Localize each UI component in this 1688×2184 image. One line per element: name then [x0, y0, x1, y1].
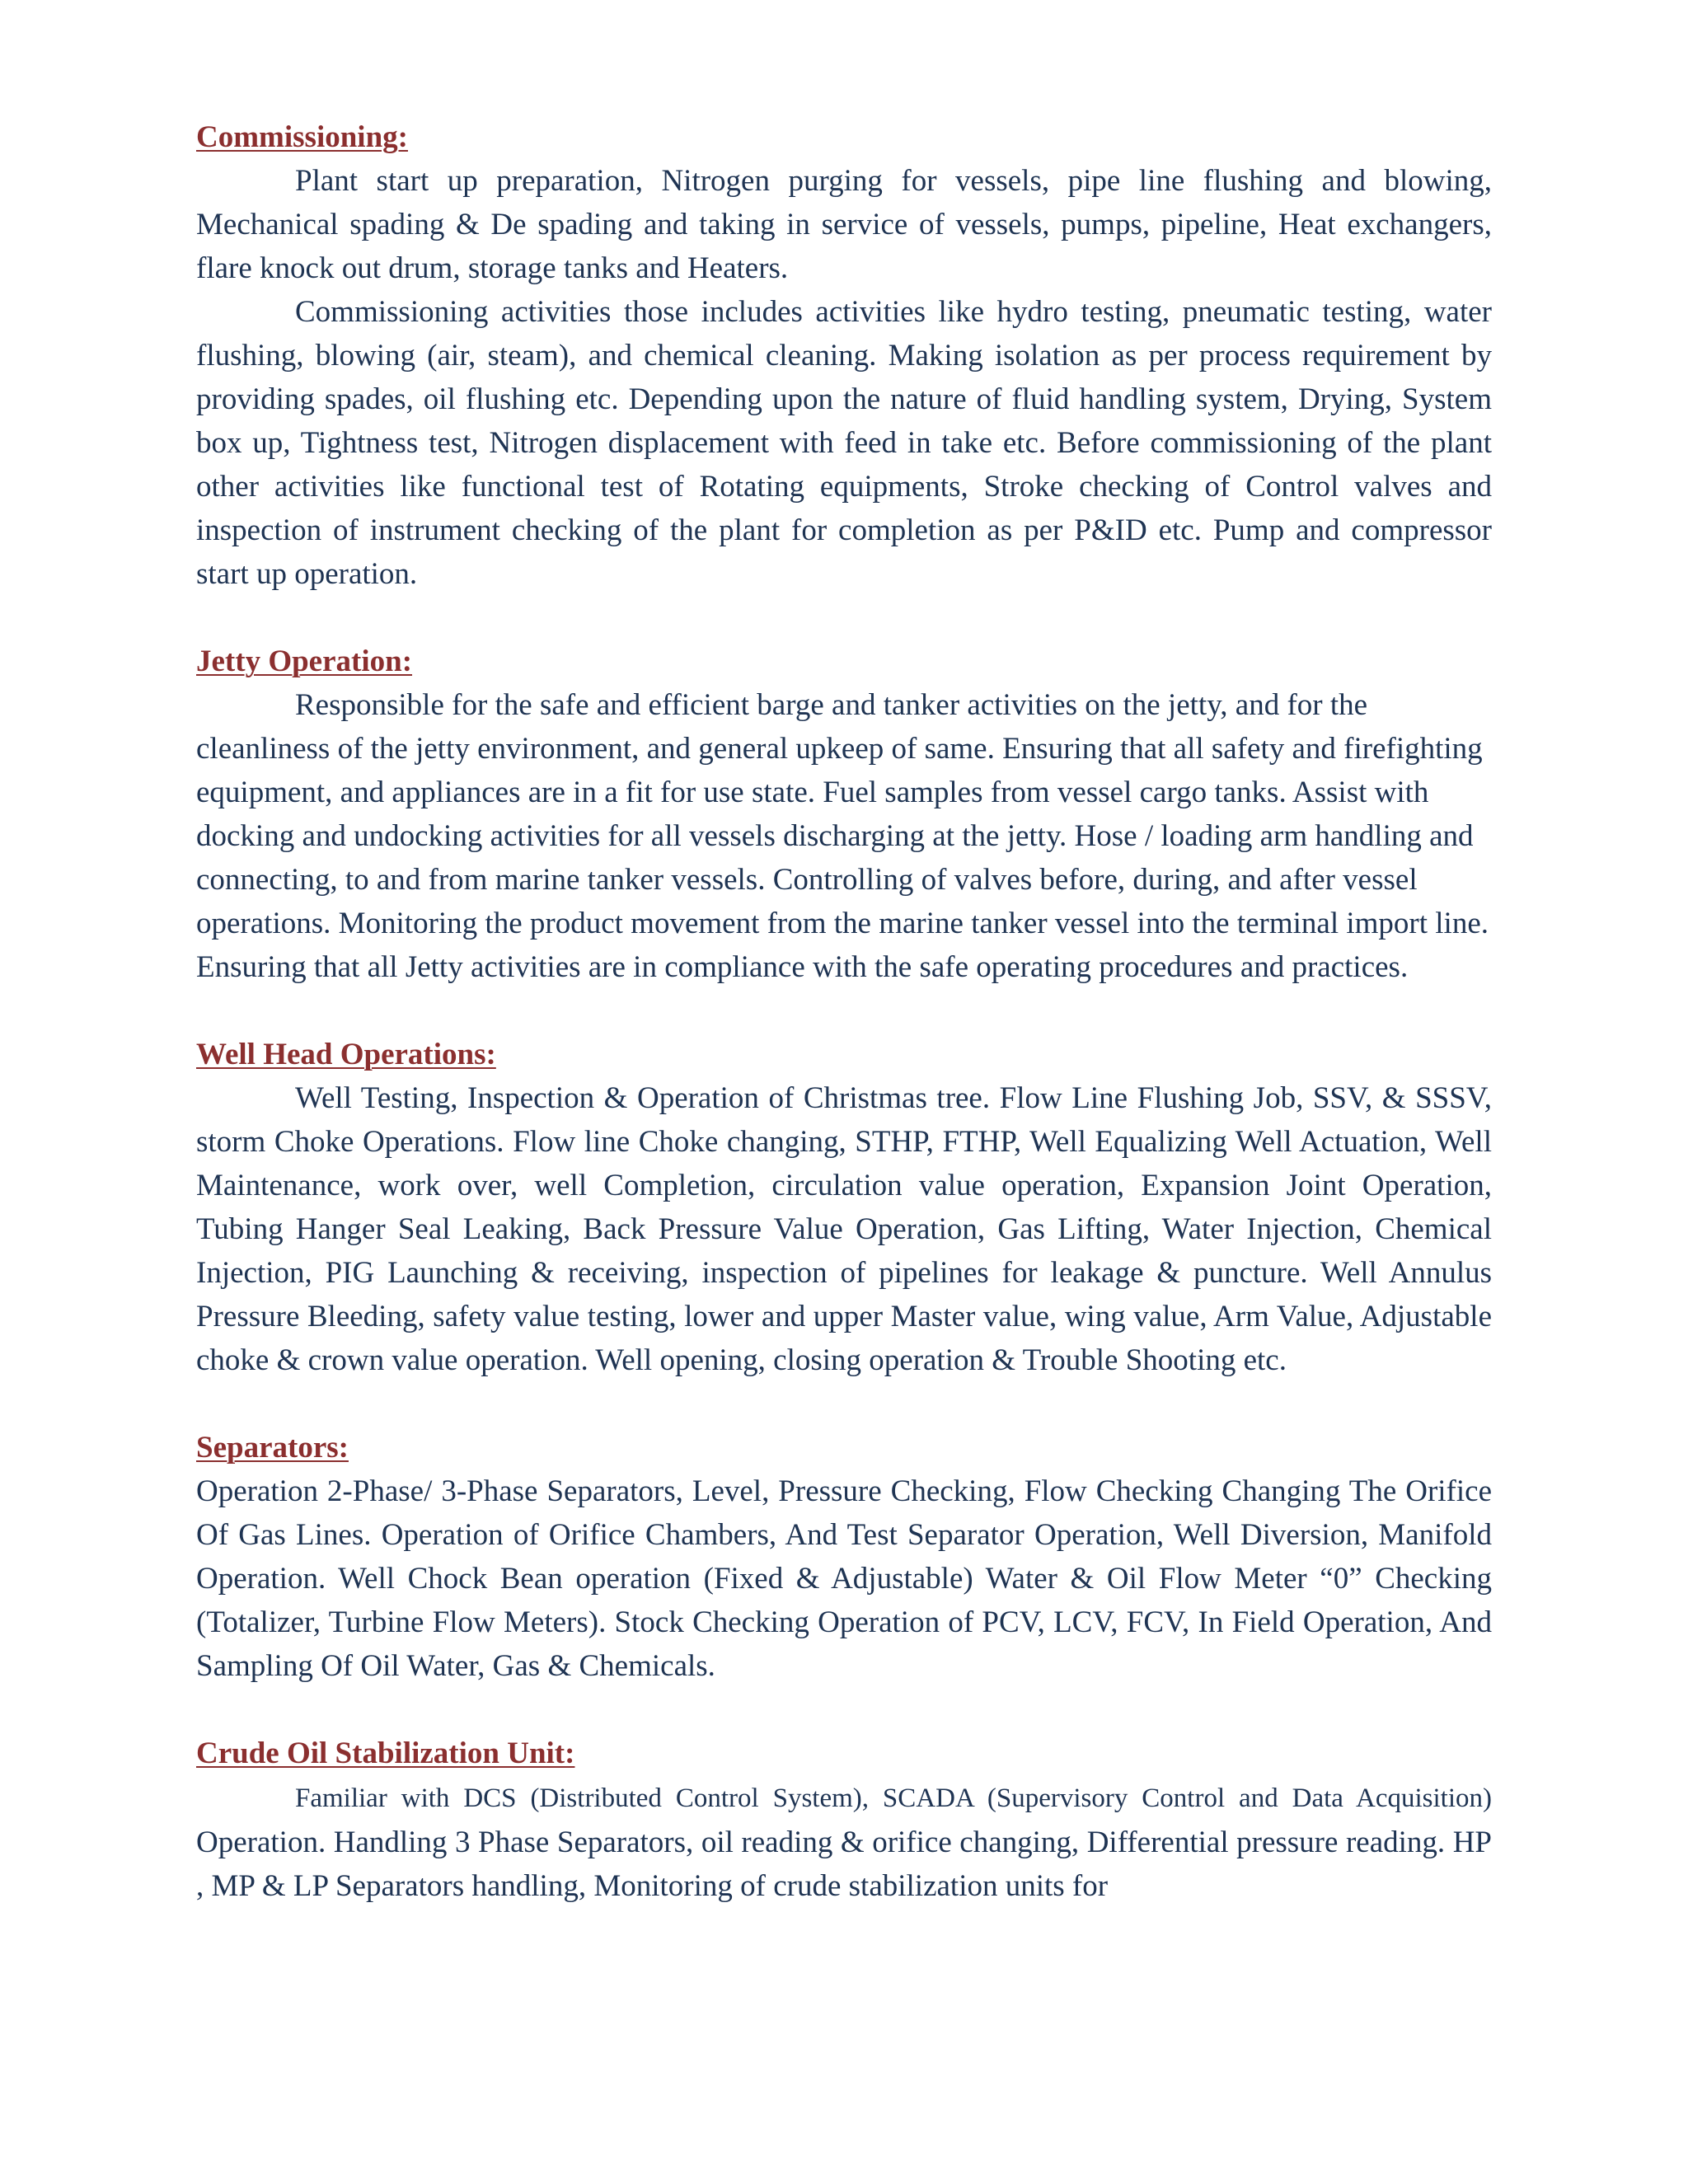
paragraph-lead: Familiar with DCS (Distributed Control System), SCADA (Supervisory Control and Data Acquisition): [295, 1783, 1492, 1813]
section-heading: Commissioning:: [196, 120, 408, 154]
paragraph: Responsible for the safe and efficient barge and tanker activities on the jetty, and for the cleanliness of the jetty environment, and general upkeep of same. Ensuring that all safety and firefighting equipment, and appliances are in a fit for use state. Fuel samples from vessel cargo tanks. Assist with docking and undocking activities for all vessels discharging at the jetty. Hose / loading arm handling and connecting, to and from marine tanker vessels. Controlling of valves before, during, and after vessel operations. Monitoring the product movement from the marine tanker vessel into the terminal import line. Ensuring that all Jetty activities are in compliance with the safe operating procedures and practices.: [196, 688, 1489, 984]
section-heading: Crude Oil Stabilization Unit:: [196, 1736, 575, 1770]
paragraph-rest: Operation. Handling 3 Phase Separators, oil reading & orifice changing, Differential pressure reading. HP , MP & LP Separators handling, Monitoring of crude stabilization units for: [196, 1825, 1492, 1903]
paragraph: Well Testing, Inspection & Operation of Christmas tree. Flow Line Flushing Job, SSV, & SSSV, storm Choke Operations. Flow line Choke changing, STHP, FTHP, Well Equalizing Well Actuation, Well Maintenance, work over, well Completion, circulation value operation, Expansion Joint Operation, Tubing Hanger Seal Leaking, Back Pressure Value Operation, Gas Lifting, Water Injection, Chemical Injection, PIG Launching & receiving, inspection of pipelines for leakage & puncture. Well Annulus Pressure Bleeding, safety value testing, lower and upper Master value, wing value, Arm Value, Adjustable choke & crown value operation. Well opening, closing operation & Trouble Shooting etc.: [196, 1081, 1492, 1377]
document-page: [196, 115, 1492, 1908]
section-crude-oil-stabilization-unit: [196, 1732, 1492, 1908]
paragraph: Commissioning activities those includes activities like hydro testing, pneumatic testing, water flushing, blowing (air, steam), and chemical cleaning. Making isolation as per process requirement by providing spades, oil flushing etc. Depending upon the nature of fluid handling system, Drying, System box up, Tightness test, Nitrogen displacement with feed in take etc. Before commissioning of the plant other activities like functional test of Rotating equipments, Stroke checking of Control valves and inspection of instrument checking of the plant for completion as per P&ID etc. Pump and compressor start up operation.: [196, 295, 1492, 591]
section-heading: Well Head Operations:: [196, 1038, 496, 1071]
section-well-head-operations: [196, 1033, 1492, 1382]
paragraph: [196, 1775, 1492, 1908]
paragraph: Operation 2-Phase/ 3-Phase Separators, Level, Pressure Checking, Flow Checking Changing The Orifice Of Gas Lines. Operation of Orifice Chambers, And Test Separator Operation, Well Diversion, Manifold Operation. Well Chock Bean operation (Fixed & Adjustable) Water & Oil Flow Meter “0” Checking (Totalizer, Turbine Flow Meters). Stock Checking Operation of PCV, LCV, FCV, In Field Operation, And Sampling Of Oil Water, Gas & Chemicals.: [196, 1474, 1492, 1683]
section-separators: [196, 1426, 1492, 1688]
section-heading: Jetty Operation:: [196, 644, 413, 678]
paragraph: Plant start up preparation, Nitrogen purging for vessels, pipe line flushing and blowing, Mechanical spading & De spading and taking in service of vessels, pumps, pipeline, Heat exchangers, flare knock out drum, storage tanks and Heaters.: [196, 164, 1492, 285]
section-commissioning: [196, 115, 1492, 596]
section-heading: Separators:: [196, 1431, 349, 1465]
section-jetty-operation: [196, 640, 1492, 989]
